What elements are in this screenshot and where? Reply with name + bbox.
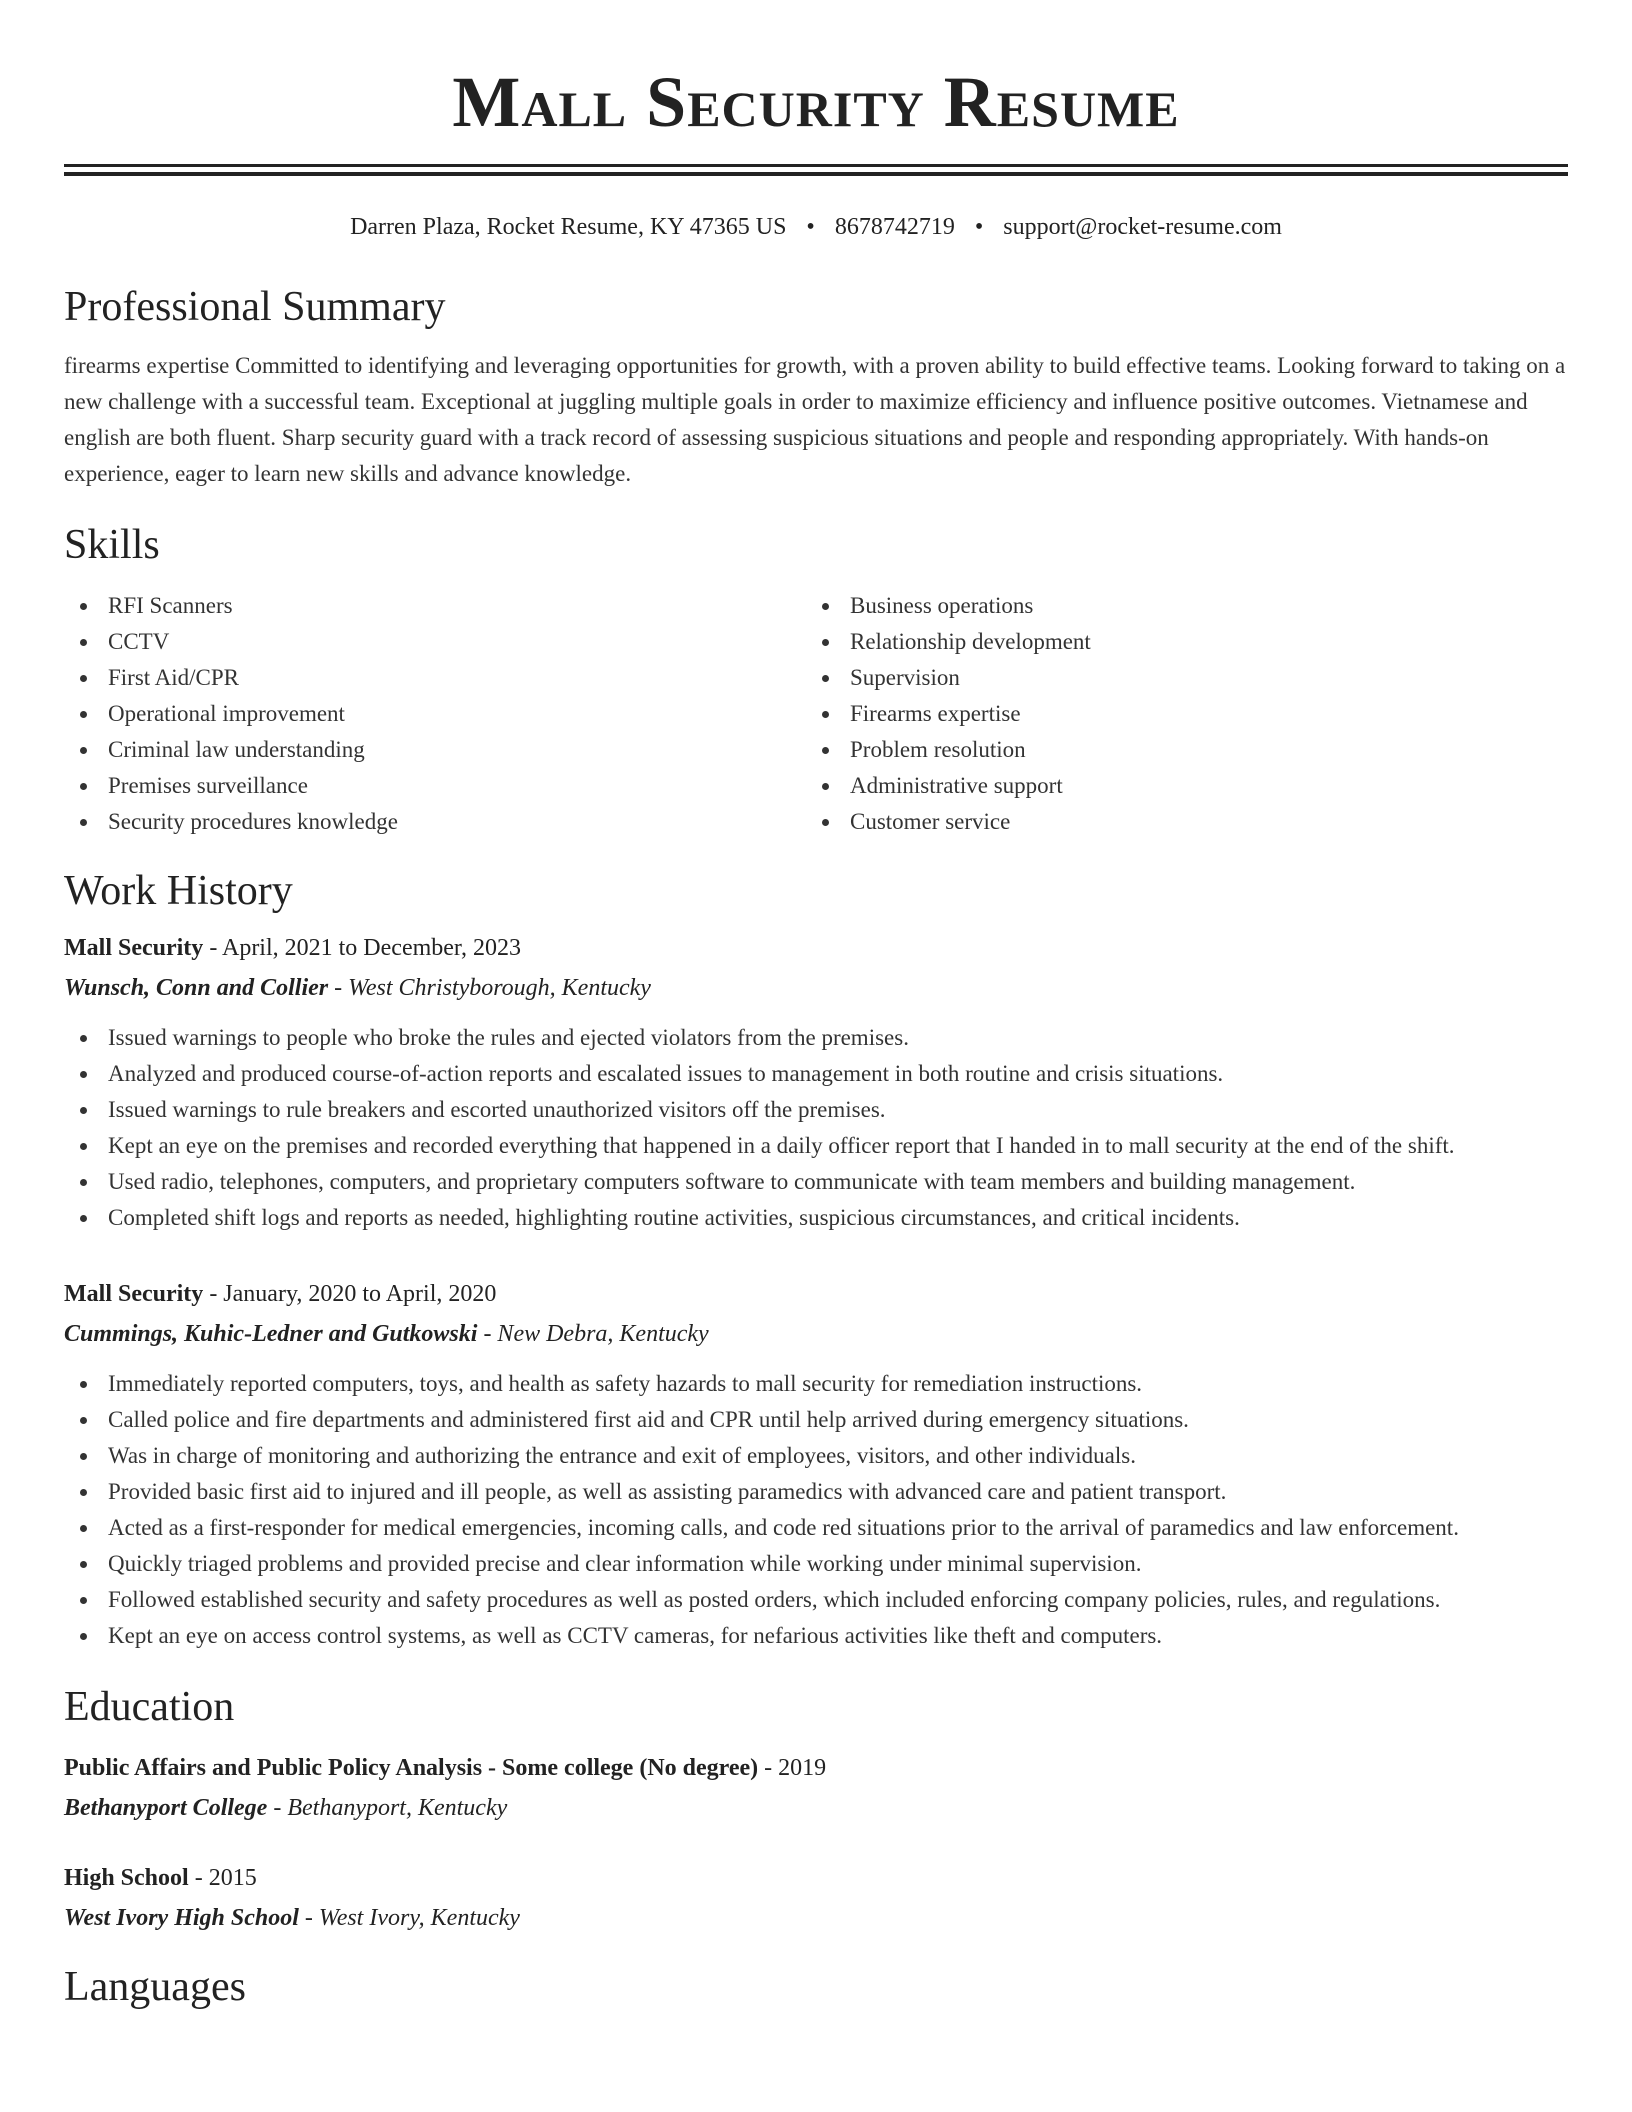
duty-item: Completed shift logs and reports as needed, highlighting routine activities, suspicious circumstances, and critical incidents. xyxy=(64,1200,1568,1236)
languages-heading: Languages xyxy=(64,1964,246,2010)
job-company-line xyxy=(64,968,1568,1008)
skill-item: Relationship development xyxy=(806,624,1548,660)
education-year: - 2015 xyxy=(194,1865,257,1891)
skill-item: Problem resolution xyxy=(806,732,1548,768)
duty-item: Issued warnings to rule breakers and escorted unauthorized visitors off the premises. xyxy=(64,1092,1568,1128)
skill-item: CCTV xyxy=(64,624,806,660)
skill-item: RFI Scanners xyxy=(64,588,806,624)
duty-item: Acted as a first-responder for medical emergencies, incoming calls, and code red situations prior to the arrival of paramedics and law enforcement. xyxy=(64,1510,1568,1546)
job-location: - New Debra, Kentucky xyxy=(483,1321,709,1347)
skill-item: Administrative support xyxy=(806,768,1548,804)
education-location: - Bethanyport, Kentucky xyxy=(273,1795,508,1821)
skill-item: Supervision xyxy=(806,660,1548,696)
resume-title: Mall Security Resume xyxy=(452,62,1180,142)
skill-item: First Aid/CPR xyxy=(64,660,806,696)
job-location: - West Christyborough, Kentucky xyxy=(334,975,651,1001)
summary-heading: Professional Summary xyxy=(64,284,446,330)
education-entry xyxy=(64,1858,1568,1938)
education-degree-line xyxy=(64,1748,1568,1788)
job-title-line xyxy=(64,1274,1568,1314)
skills-column-left xyxy=(64,588,806,840)
job-company: Wunsch, Conn and Collier xyxy=(64,975,329,1001)
skills-heading: Skills xyxy=(64,522,160,568)
title-double-rule xyxy=(64,164,1568,176)
skill-item: Firearms expertise xyxy=(806,696,1548,732)
contact-line xyxy=(64,212,1568,242)
education-location: - West Ivory, Kentucky xyxy=(304,1905,520,1931)
job-company-line xyxy=(64,1314,1568,1354)
education-degree: High School xyxy=(64,1865,189,1891)
education-school: West Ivory High School xyxy=(64,1905,299,1931)
job-dates: - January, 2020 to April, 2020 xyxy=(209,1281,497,1307)
duty-item: Quickly triaged problems and provided precise and clear information while working under minimal supervision. xyxy=(64,1546,1568,1582)
job-duties xyxy=(64,1366,1568,1654)
education-school-line xyxy=(64,1898,1568,1938)
duty-item: Kept an eye on access control systems, as well as CCTV cameras, for nefarious activities like theft and computers. xyxy=(64,1618,1568,1654)
contact-address: Darren Plaza, Rocket Resume, KY 47365 US xyxy=(350,214,787,240)
job-entry xyxy=(64,1274,1568,1654)
contact-separator: • xyxy=(806,214,815,240)
summary-text: firearms expertise Committed to identifying and leveraging opportunities for growth, with a proven ability to build effective teams. Looking forward to taking on a new challenge with a successful team. Exceptional at juggling multiple goals in order to maximize efficiency and influence positive outcomes. Vietnamese and english are both fluent. Sharp security guard with a track record of assessing suspicious situations and people and responding appropriately. With hands-on experience, eager to learn new skills and advance knowledge. xyxy=(64,353,1566,486)
education-entry xyxy=(64,1748,1568,1828)
education-school: Bethanyport College xyxy=(64,1795,268,1821)
education-degree: Public Affairs and Public Policy Analysis - Some college (No degree) xyxy=(64,1755,759,1781)
duty-item: Immediately reported computers, toys, and health as safety hazards to mall security for remediation instructions. xyxy=(64,1366,1568,1402)
skill-item: Criminal law understanding xyxy=(64,732,806,768)
job-title: Mall Security xyxy=(64,935,204,961)
duty-item: Used radio, telephones, computers, and proprietary computers software to communicate with team members and building management. xyxy=(64,1164,1568,1200)
education-heading: Education xyxy=(64,1684,235,1730)
job-title-line xyxy=(64,928,1568,968)
duty-item: Issued warnings to people who broke the rules and ejected violators from the premises. xyxy=(64,1020,1568,1056)
duty-item: Called police and fire departments and administered first aid and CPR until help arrived during emergency situations. xyxy=(64,1402,1568,1438)
contact-email: support@rocket-resume.com xyxy=(1003,214,1282,240)
resume-page xyxy=(64,0,1568,2012)
skill-item: Security procedures knowledge xyxy=(64,804,806,840)
work-history-heading: Work History xyxy=(64,868,293,914)
skills-list xyxy=(64,588,1568,840)
duty-item: Provided basic first aid to injured and ill people, as well as assisting paramedics with advanced care and patient transport. xyxy=(64,1474,1568,1510)
skill-item: Premises surveillance xyxy=(64,768,806,804)
skill-item: Customer service xyxy=(806,804,1548,840)
contact-separator: • xyxy=(974,214,984,240)
education-year: - 2019 xyxy=(764,1755,827,1781)
job-title: Mall Security xyxy=(64,1281,204,1307)
education-school-line xyxy=(64,1788,1568,1828)
job-entry xyxy=(64,928,1568,1236)
job-company: Cummings, Kuhic-Ledner and Gutkowski xyxy=(64,1321,478,1347)
job-duties xyxy=(64,1020,1568,1236)
duty-item: Was in charge of monitoring and authorizing the entrance and exit of employees, visitors, and other individuals. xyxy=(64,1438,1568,1474)
skill-item: Operational improvement xyxy=(64,696,806,732)
duty-item: Analyzed and produced course-of-action reports and escalated issues to management in both routine and crisis situations. xyxy=(64,1056,1568,1092)
duty-item: Kept an eye on the premises and recorded everything that happened in a daily officer report that I handed in to mall security at the end of the shift. xyxy=(64,1128,1568,1164)
skill-item: Business operations xyxy=(806,588,1548,624)
contact-phone: 8678742719 xyxy=(834,214,955,240)
job-dates: - April, 2021 to December, 2023 xyxy=(209,935,521,961)
duty-item: Followed established security and safety procedures as well as posted orders, which included enforcing company policies, rules, and regulations. xyxy=(64,1582,1568,1618)
skills-column-right xyxy=(806,588,1548,840)
education-degree-line xyxy=(64,1858,1568,1898)
